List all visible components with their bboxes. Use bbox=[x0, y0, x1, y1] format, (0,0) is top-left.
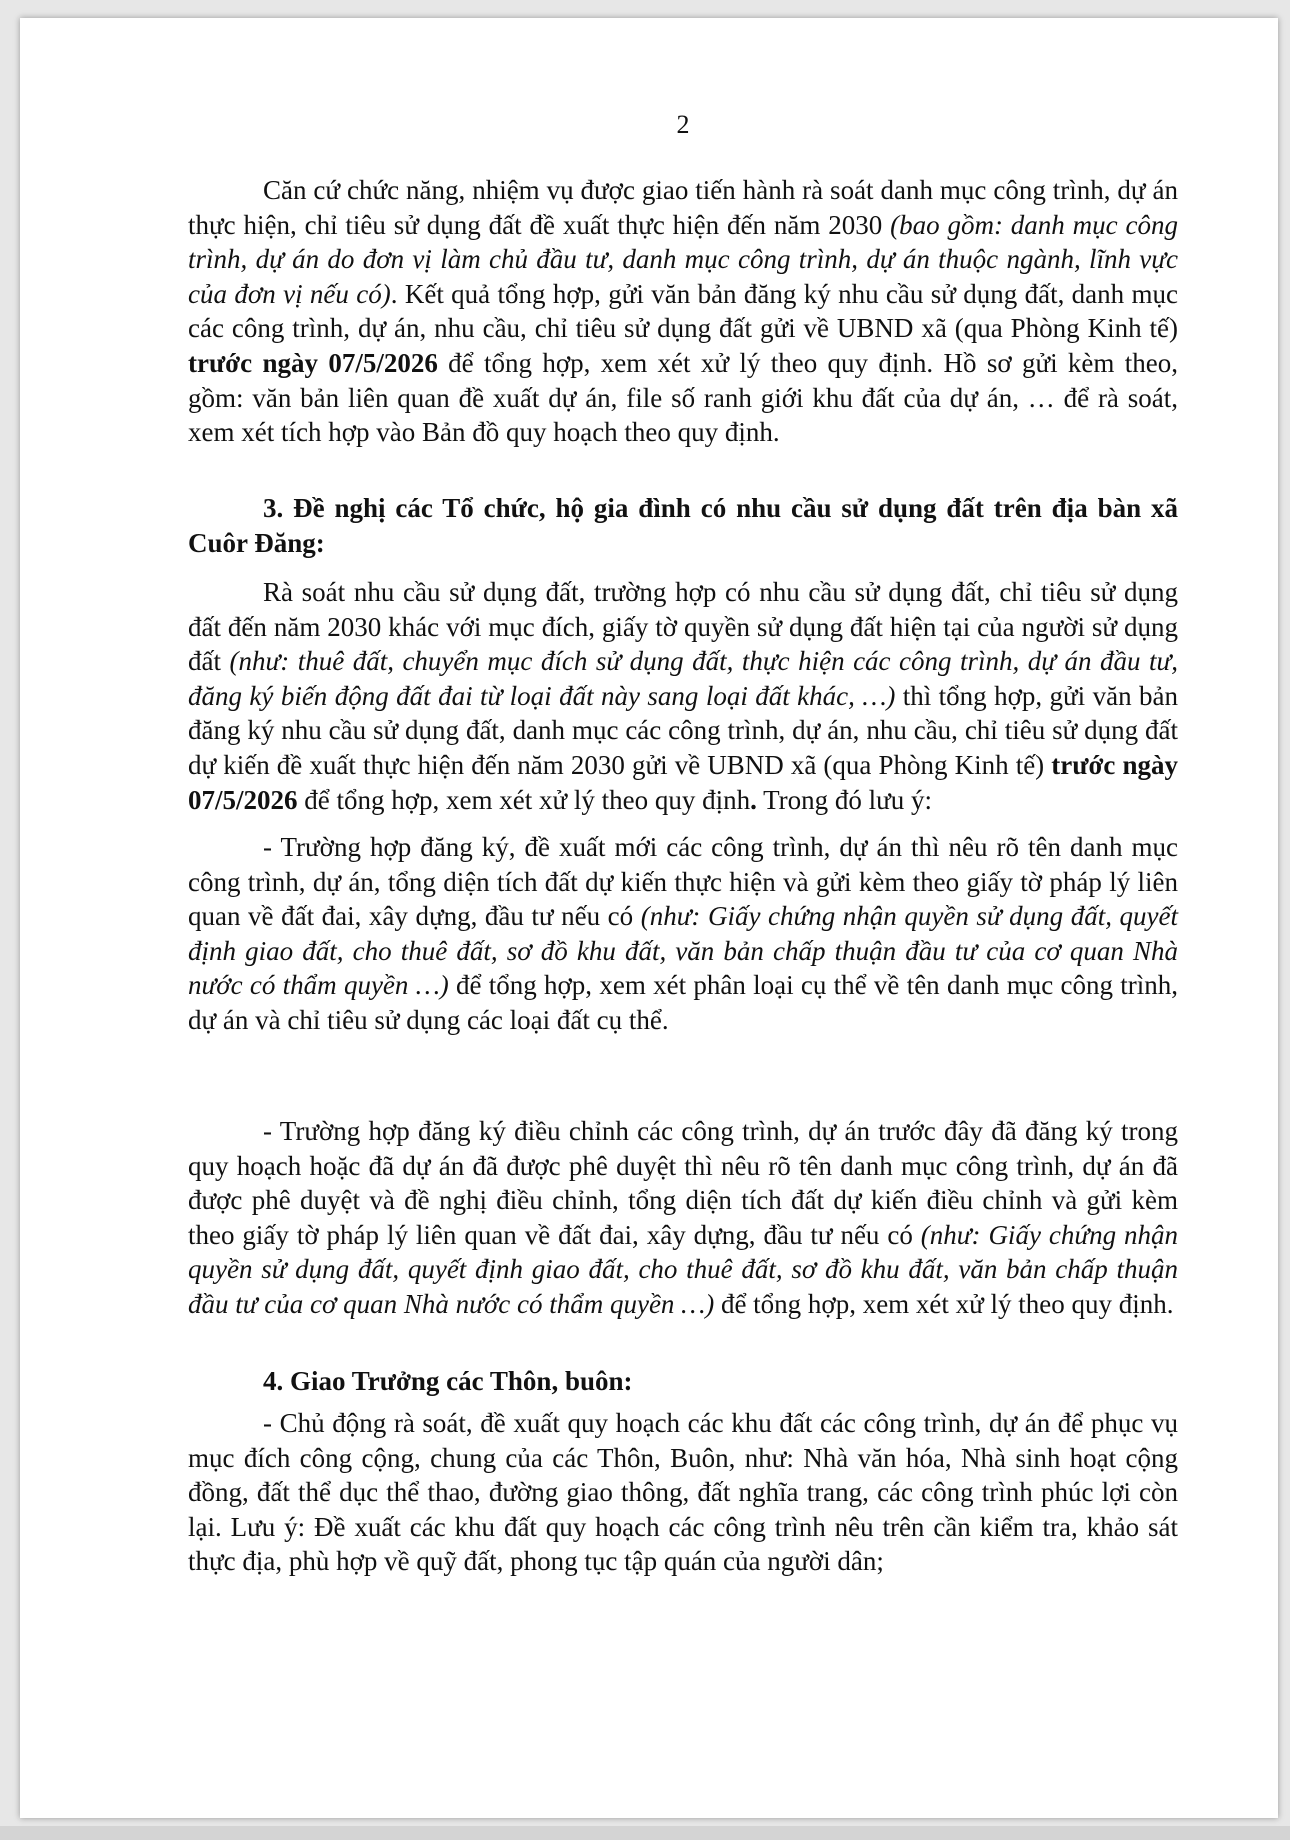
p1-text-c: . Kết quả tổng hợp, gửi văn bản đăng ký nhu cầu sử dụng đất, danh mục các công trình, dự án, nhu cầu, chỉ tiêu sử dụng đất gửi về UBND xã (qua Phòng Kinh tế) bbox=[188, 278, 1178, 344]
p3-italic-note: (như: thuê đất, chuyển mục đích sử dụng đất, thực hiện các công trình, dự án đầu tư, đăng ký biến động đất đai từ loại đất này sang loại đất khác, …) bbox=[188, 646, 1178, 711]
p5-italic-note: (như: Giấy chứng nhận quyền sử dụng đất, quyết định giao đất, cho thuê đất, sơ đồ khu đất, văn bản chấp thuận đầu tư của cơ quan Nhà nước có thẩm quyền …) bbox=[188, 1219, 1178, 1319]
next-page-edge bbox=[0, 1826, 1290, 1840]
p3-text-e: để tổng hợp, xem xét xử lý theo quy định bbox=[297, 784, 751, 815]
p5-text-a: - Trường hợp đăng ký điều chỉnh các công trình, dự án trước đây đã đăng ký trong quy hoạch hoặc đã dự án đã được phê duyệt thì nêu rõ tên danh mục công trình, dự án đã được phê duyệt và đề nghị điều chỉnh, tổng diện tích đất dự kiến điều chỉnh và gửi kèm theo giấy tờ pháp lý liên quan về đất đai, xây dựng, đầu tư nếu có bbox=[188, 1116, 1178, 1250]
p1-deadline: trước ngày 07/5/2026 bbox=[188, 347, 438, 378]
heading-section-4: 4. Giao Trưởng các Thôn, buôn: bbox=[263, 1366, 633, 1396]
p3-text-g: Trong đó lưu ý: bbox=[756, 784, 933, 815]
paragraph-adjustment-registration bbox=[188, 1114, 1178, 1322]
p4-text-c: để tổng hợp, xem xét phân loại cụ thể về tên danh mục công trình, dự án và chỉ tiêu sử dụng các loại đất cụ thể. bbox=[188, 970, 1178, 1035]
paragraph-new-registration bbox=[188, 830, 1178, 1038]
p3-text-c: thì tổng hợp, gửi văn bản đăng ký nhu cầu sử dụng đất, danh mục các công trình, dự án, nhu cầu, chỉ tiêu sử dụng đất dự kiến đề xuất thực hiện đến năm 2030 gửi về UBND xã (qua Phòng Kinh tế) bbox=[188, 680, 1178, 780]
p3-deadline: trước ngày 07/5/2026 bbox=[188, 749, 1178, 815]
page-number: 2 bbox=[676, 110, 690, 139]
p4-italic-note: (như: Giấy chứng nhận quyền sử dụng đất, quyết định giao đất, cho thuê đất, sơ đồ khu đất, văn bản chấp thuận đầu tư của cơ quan Nhà nước có thẩm quyền …) bbox=[188, 901, 1178, 1001]
p4-text-a: - Trường hợp đăng ký, đề xuất mới các công trình, dự án thì nêu rõ tên danh mục công trình, dự án, tổng diện tích đất dự kiến thực hiện và gửi kèm theo giấy tờ pháp lý liên quan về đất đai, xây dựng, đầu tư nếu có bbox=[188, 832, 1178, 932]
document-page bbox=[20, 18, 1278, 1818]
p3-text-a: Rà soát nhu cầu sử dụng đất, trường hợp có nhu cầu sử dụng đất, chỉ tiêu sử dụng đất đến năm 2030 khác với mục đích, giấy tờ quyền sử dụng đất hiện tại của người sử dụng đất bbox=[188, 577, 1178, 677]
paragraph-review-projects bbox=[188, 173, 1178, 450]
p5-text-c: để tổng hợp, xem xét xử lý theo quy định. bbox=[714, 1288, 1174, 1319]
p3-period: . bbox=[750, 784, 757, 815]
paragraph-village-heads: - Chủ động rà soát, đề xuất quy hoạch các khu đất các công trình, dự án để phục vụ mục đích công cộng, chung của các Thôn, Buôn, như: Nhà văn hóa, Nhà sinh hoạt cộng đồng, đất thể dục thể thao, đường giao thông, đất nghĩa trang, các công trình phúc lợi còn lại. Lưu ý: Đề xuất các khu đất quy hoạch các công trình nêu trên cần kiểm tra, khảo sát thực địa, phù hợp về quỹ đất, phong tục tập quán của người dân; bbox=[188, 1408, 1178, 1577]
paragraph-land-use-review bbox=[188, 575, 1178, 817]
p1-text-e: để tổng hợp, xem xét xử lý theo quy định. Hồ sơ gửi kèm theo, gồm: văn bản liên quan đề xuất dự án, file số ranh giới khu đất của dự án, … để rà soát, xem xét tích hợp vào Bản đồ quy hoạch theo quy định. bbox=[188, 347, 1178, 448]
p1-italic-note: (bao gồm: danh mục công trình, dự án do đơn vị làm chủ đầu tư, danh mục công trình, dự án thuộc ngành, lĩnh vực của đơn vị nếu có) bbox=[188, 209, 1178, 309]
p1-text-a: Căn cứ chức năng, nhiệm vụ được giao tiến hành rà soát danh mục công trình, dự án thực hiện, chỉ tiêu sử dụng đất đề xuất thực hiện đến năm 2030 bbox=[188, 175, 1178, 240]
heading-section-3: 3. Đề nghị các Tổ chức, hộ gia đình có nhu cầu sử dụng đất trên địa bàn xã Cuôr Đăng: bbox=[188, 493, 1178, 558]
